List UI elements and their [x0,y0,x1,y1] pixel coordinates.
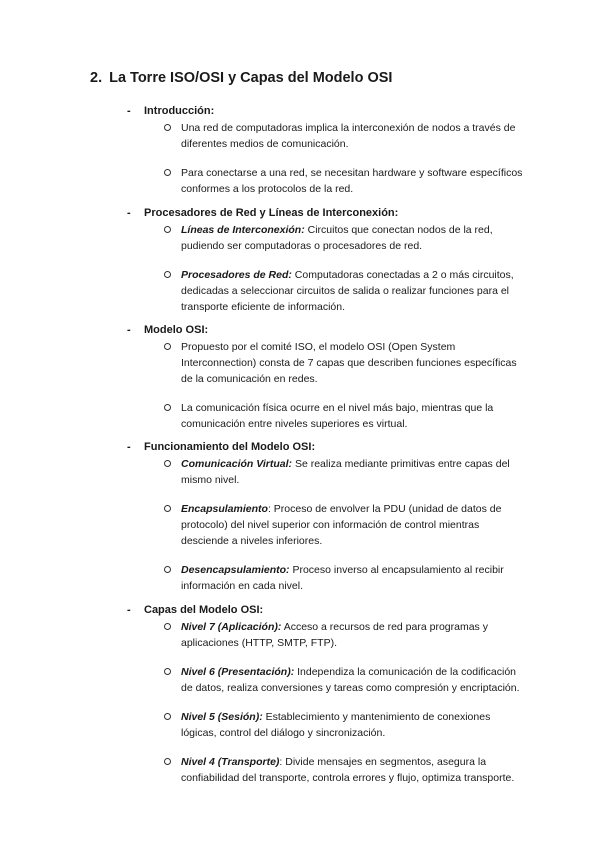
item-term: Nivel 5 (Sesión): [181,711,263,723]
dash-bullet: - [127,105,131,117]
item-term: Nivel 7 (Aplicación): [181,621,282,633]
item-text: Para conectarse a una red, se necesitan hardware y software específicos conformes a los protocolos de la red. [181,167,523,195]
circle-bullet-icon [164,623,171,630]
list-item [164,664,547,696]
section-heading-label: Funcionamiento del Modelo OSI: [144,441,316,453]
item-text: Computadoras conectadas a 2 o más circuitos, dedicadas a seleccionar circuitos de salida o realizar funciones para el transporte eficiente de información. [181,269,514,313]
circle-bullet-icon [164,404,171,411]
section-capas [127,602,547,786]
circle-bullet-icon [164,505,171,512]
circle-bullet-icon [164,566,171,573]
item-text: Una red de computadoras implica la interconexión de nodos a través de diferentes medios de comunicación. [181,122,516,150]
circle-bullet-icon [164,668,171,675]
section-heading [127,322,547,338]
section-heading [127,602,547,618]
list-item [164,222,547,254]
item-text: Se realiza mediante primitivas entre capas del mismo nivel. [181,458,510,486]
list-item [164,267,547,315]
item-text: Circuitos que conectan nodos de la red, pudiendo ser computadoras o procesadores de red. [181,224,493,252]
list-item [164,562,547,594]
dash-bullet: - [127,441,131,453]
item-term: Comunicación Virtual: [181,458,293,470]
item-text: Establecimiento y mantenimiento de conexiones lógicas, control del diálogo y sincronización. [181,711,491,739]
dash-bullet: - [127,207,131,219]
page-title [90,70,392,86]
circle-bullet-icon [164,758,171,765]
section-heading [127,103,547,119]
circle-bullet-icon [164,343,171,350]
title-number: 2. [90,70,103,86]
circle-bullet-icon [164,460,171,467]
section-heading-label: Capas del Modelo OSI: [144,604,264,616]
list-item [164,619,547,651]
section-modelo-osi [127,322,547,432]
title-text: La Torre ISO/OSI y Capas del Modelo OSI [109,70,393,86]
item-text: Independiza la comunicación de la codificación de datos, realiza conversiones y tareas como compresión y encriptación. [181,666,520,694]
list-item [164,339,547,387]
section-heading [127,439,547,455]
section-procesadores [127,205,547,315]
section-heading-label: Modelo OSI: [144,324,209,336]
item-text: : Divide mensajes en segmentos, asegura la confiabilidad del transporte, controla errores y flujo, optimiza transporte. [181,756,515,784]
item-text: : Proceso de envolver la PDU (unidad de datos de protocolo) del nivel superior con información de control mientras desciende a niveles inferiores. [181,503,502,547]
circle-bullet-icon [164,271,171,278]
list-item [164,165,547,197]
section-heading-label: Introducción: [144,105,215,117]
section-funcionamiento [127,439,547,594]
list-item [164,754,547,786]
item-text: Propuesto por el comité ISO, el modelo OSI (Open System Interconnection) consta de 7 capas que describen funciones específicas de la comunicación en redes. [181,341,517,385]
circle-bullet-icon [164,169,171,176]
item-text: La comunicación física ocurre en el nivel más bajo, mientras que la comunicación entre niveles superiores es virtual. [181,402,494,430]
item-term: Líneas de Interconexión: [181,224,305,236]
list-item [164,400,547,432]
item-term: Desencapsulamiento: [181,564,290,576]
item-term: Encapsulamiento [181,503,268,515]
list-item [164,120,547,152]
item-text: Acceso a recursos de red para programas y aplicaciones (HTTP, SMTP, FTP). [181,621,488,649]
list-item [164,501,547,549]
section-introduccion [127,103,547,197]
item-text: Proceso inverso al encapsulamiento al recibir información en cada nivel. [181,564,504,592]
circle-bullet-icon [164,226,171,233]
list-item [164,456,547,488]
item-term: Procesadores de Red: [181,269,292,281]
dash-bullet: - [127,604,131,616]
dash-bullet: - [127,324,131,336]
list-item [164,709,547,741]
circle-bullet-icon [164,124,171,131]
circle-bullet-icon [164,713,171,720]
item-term: Nivel 4 (Transporte) [181,756,280,768]
section-heading [127,205,547,221]
section-heading-label: Procesadores de Red y Líneas de Interconexión: [144,207,399,219]
item-term: Nivel 6 (Presentación): [181,666,295,678]
